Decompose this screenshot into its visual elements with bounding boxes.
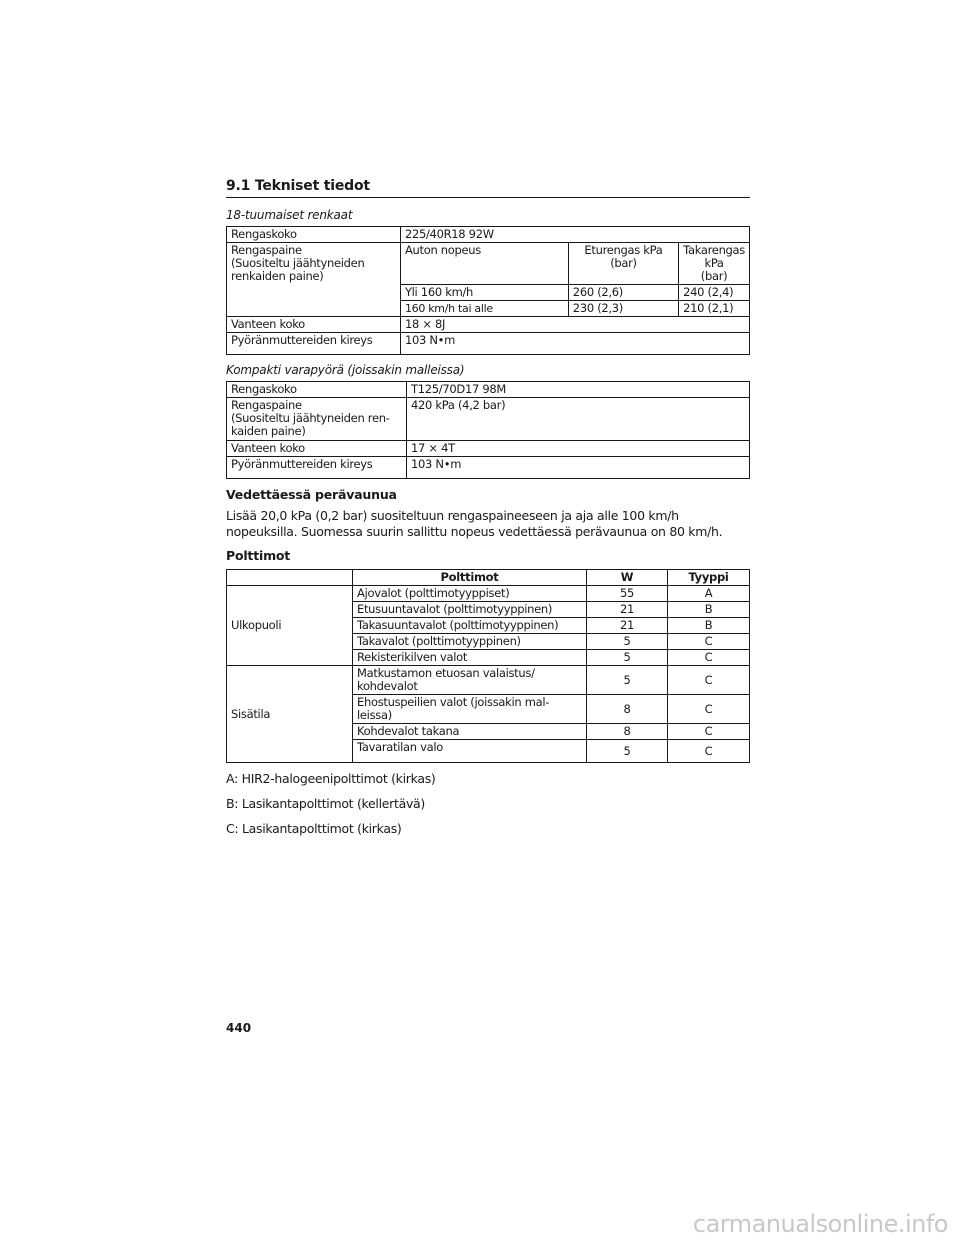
bulb-w: 5 [587,650,668,666]
col-type: Tyyppi [668,570,750,586]
rim-value: 17 × 4T [407,441,750,457]
tires18-table [226,226,750,355]
watermark: carmanualsonline.info [692,1210,948,1238]
table-row [227,333,750,355]
bulb-name: Tavaratilan valo [353,740,587,763]
bulb-w: 21 [587,618,668,634]
table-row [227,398,750,441]
bulb-name: Rekisterikilven valot [353,650,587,666]
col-front: Eturengas kPa (bar) [568,243,678,285]
col-w: W [587,570,668,586]
speed-cell: 160 km/h tai alle [400,301,568,317]
col-rear: Takarengas kPa (bar) [679,243,750,285]
rear-cell: 240 (2,4) [679,285,750,301]
table-row [227,227,750,243]
table-row [227,243,750,285]
bulb-type: C [668,724,750,740]
bulb-name: Takasuuntavalot (polttimotyyppinen) [353,618,587,634]
bulb-w: 21 [587,602,668,618]
table-header-row [227,570,750,586]
trailer-text: Lisää 20,0 kPa (0,2 bar) suositeltuun rengaspaineeseen ja aja alle 100 km/h nopeuksilla. Suomessa suurin sallittu nopeus vedettäessä perävaunua on 80 km/h. [226,508,723,539]
bulb-w: 5 [587,634,668,650]
bulb-name: Ajovalot (polttimotyyppiset) [353,586,587,602]
rim-label: Vanteen koko [227,441,407,457]
rim-value: 18 × 8J [400,317,749,333]
size-value: T125/70D17 98M [407,382,750,398]
col-group [227,570,353,586]
bulb-w: 5 [587,740,668,763]
spare-table [226,381,750,479]
bulbs-table [226,569,750,763]
trailer-heading: Vedettäessä perävaunua [226,487,397,502]
bulb-type: C [668,740,750,763]
col-speed: Auton nopeus [400,243,568,285]
pressure-value: 420 kPa (4,2 bar) [407,398,750,441]
size-value: 225/40R18 92W [400,227,749,243]
table-row [227,457,750,479]
spare-caption: Kompakti varapyörä (joissakin malleissa) [226,363,465,377]
bulb-name: Matkustamon etuosan valaistus/ kohdevalot [353,666,587,695]
front-cell: 230 (2,3) [568,301,678,317]
bulb-w: 5 [587,666,668,695]
legend-item: A: HIR2-halogeenipolttimot (kirkas) [226,771,436,786]
front-cell: 260 (2,6) [568,285,678,301]
torque-label: Pyöränmuttereiden kireys [227,457,407,479]
bulb-type: C [668,695,750,724]
tires18-caption: 18-tuumaiset renkaat [226,208,353,222]
bulb-type: A [668,586,750,602]
group-label: Sisätila [227,666,353,763]
rear-cell: 210 (2,1) [679,301,750,317]
legend-item: B: Lasikantapolttimot (kellertävä) [226,796,425,811]
pressure-label: Rengaspaine (Suositeltu jäähtyneiden ren- kaiden paine) [227,398,407,441]
bulb-w: 8 [587,695,668,724]
bulb-type: C [668,650,750,666]
bulb-w: 55 [587,586,668,602]
size-label: Rengaskoko [227,382,407,398]
page-content [226,178,750,846]
col-name: Polttimot [353,570,587,586]
torque-value: 103 N•m [400,333,749,355]
torque-value: 103 N•m [407,457,750,479]
bulb-name: Kohdevalot takana [353,724,587,740]
table-row [227,666,750,695]
bulb-type: B [668,602,750,618]
size-label: Rengaskoko [227,227,401,243]
bulb-w: 8 [587,724,668,740]
bulb-name: Takavalot (polttimotyyppinen) [353,634,587,650]
table-row [227,317,750,333]
bulb-type: C [668,666,750,695]
table-row [227,441,750,457]
bulb-type: C [668,634,750,650]
bulbs-heading: Polttimot [226,548,291,563]
torque-label: Pyöränmuttereiden kireys [227,333,401,355]
legend-item: C: Lasikantapolttimot (kirkas) [226,821,402,836]
section-heading: 9.1 Tekniset tiedot [226,178,750,198]
rim-label: Vanteen koko [227,317,401,333]
table-row [227,586,750,602]
pressure-label: Rengaspaine (Suositeltu jäähtyneiden renkaiden paine) [227,243,401,317]
group-label: Ulkopuoli [227,586,353,666]
bulb-type: B [668,618,750,634]
speed-cell: Yli 160 km/h [400,285,568,301]
bulb-name: Ehostuspeilien valot (joissakin mal- leissa) [353,695,587,724]
page-number: 440 [226,1021,252,1035]
bulb-name: Etusuuntavalot (polttimotyyppinen) [353,602,587,618]
table-row [227,382,750,398]
